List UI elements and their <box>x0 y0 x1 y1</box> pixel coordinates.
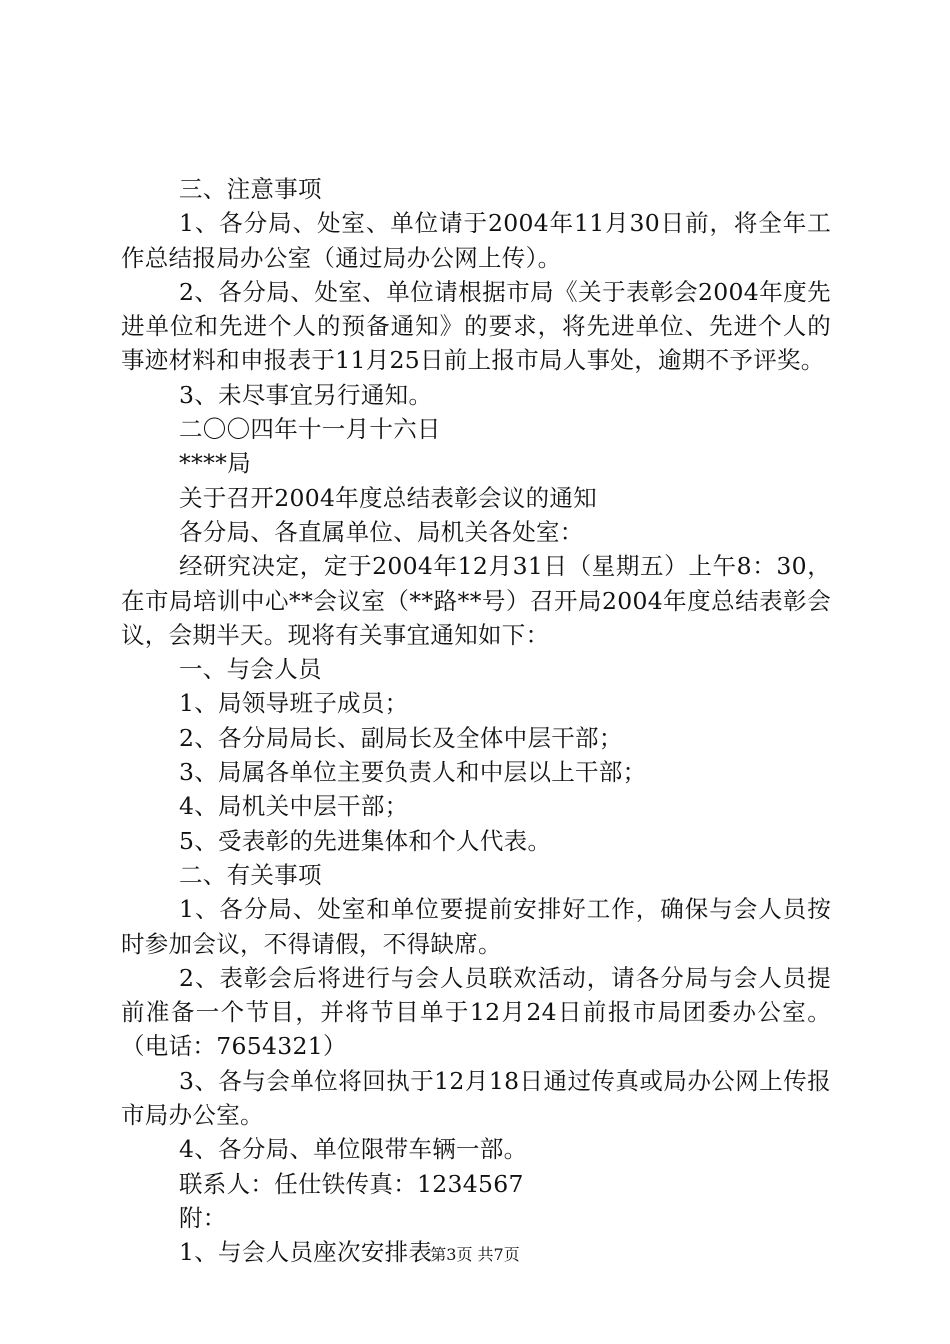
date-line: 二〇〇四年十一月十六日 <box>179 415 441 444</box>
section-heading-matters: 二、有关事项 <box>179 860 322 889</box>
paragraph: 2、表彰会后将进行与会人员联欢活动，请各分局与会人员提前准备一个节目，并将节目单于12月24日前报市局团委办公室。（电话：7654321） <box>121 963 831 1061</box>
attachment-item: 1、与会人员座次安排表 <box>179 1238 433 1267</box>
list-item: 3、局属各单位主要负责人和中层以上干部； <box>179 758 647 787</box>
list-item: 5、受表彰的先进集体和个人代表。 <box>179 826 552 855</box>
contact-line: 联系人：任仕铁传真：1234567 <box>179 1169 524 1198</box>
paragraph: 1、各分局、处室、单位请于2004年11月30日前，将全年工作总结报局办公室（通过局办公网上传）。 <box>121 209 831 272</box>
issuer-line: ****局 <box>179 449 251 478</box>
section-heading-attendees: 一、与会人员 <box>179 655 322 684</box>
list-item: 4、局机关中层干部； <box>179 792 409 821</box>
paragraph: 3、未尽事宜另行通知。 <box>179 380 433 409</box>
paragraph: 4、各分局、单位限带车辆一部。 <box>179 1135 528 1164</box>
paragraph: 经研究决定，定于2004年12月31日（星期五）上午8：30，在市局培训中心**会议室（**路**号）召开局2004年度总结表彰会议，会期半天。现将有关事宜通知如下： <box>121 552 831 649</box>
page-number-footer: 第3页 共7页 <box>430 1245 520 1264</box>
paragraph: 3、各与会单位将回执于12月18日通过传真或局办公网上传报市局办公室。 <box>121 1066 831 1130</box>
document-body <box>121 172 831 1270</box>
paragraph: 1、各分局、处室和单位要提前安排好工作，确保与会人员按时参加会议，不得请假，不得缺席。 <box>121 895 831 958</box>
addressee-line: 各分局、各直属单位、局机关各处室： <box>179 517 584 546</box>
attachment-label: 附： <box>179 1203 227 1232</box>
notice-title: 关于召开2004年度总结表彰会议的通知 <box>179 483 598 512</box>
list-item: 2、各分局局长、副局长及全体中层干部； <box>179 723 623 752</box>
paragraph: 2、各分局、处室、单位请根据市局《关于表彰会2004年度先进单位和先进个人的预备通知》的要求，将先进单位、先进个人的事迹材料和申报表于11月25日前上报市局人事处，逾期不予评奖。 <box>121 277 831 375</box>
list-item: 1、局领导班子成员； <box>179 689 409 718</box>
section-heading-notes: 三、注意事项 <box>179 175 322 203</box>
